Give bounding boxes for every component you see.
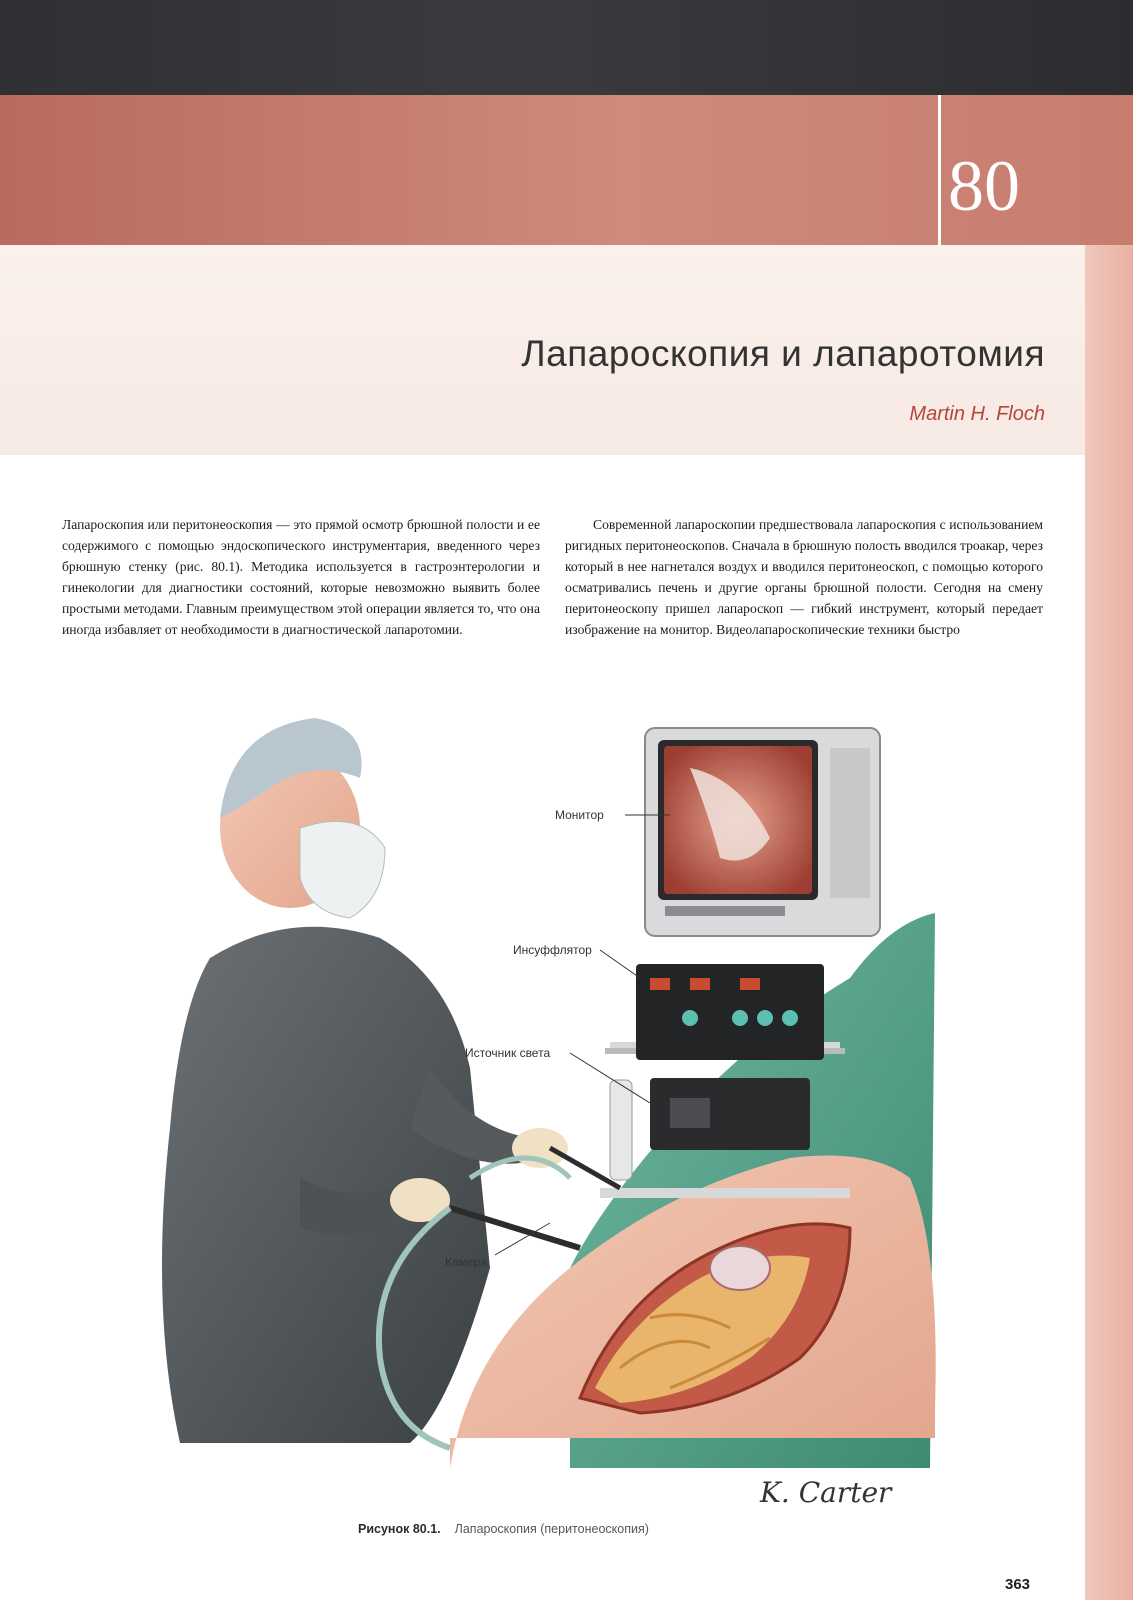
chapter-title: Лапароскопия и лапаротомия xyxy=(521,333,1045,374)
page-number: 363 xyxy=(1005,1576,1031,1593)
label-monitor: Монитор xyxy=(555,808,604,822)
figure-laparoscopy-illustration xyxy=(150,708,955,1468)
gas-canister xyxy=(610,1080,632,1180)
figure-caption xyxy=(358,1522,649,1536)
illustration-svg xyxy=(150,708,955,1468)
label-camera: Камера xyxy=(445,1255,487,1269)
lower-shelf xyxy=(600,1188,850,1198)
caption-text: Лапароскопия (перитонеоскопия) xyxy=(454,1522,649,1536)
chapter-divider xyxy=(938,95,941,245)
chapter-number: 80 xyxy=(948,146,1020,226)
body-paragraph-left: Лапароскопия или перитонеоскопия — это прямой осмотр брюшной полости и ее содержимого с помощью эндоскопического инструментария, введенного через брюшную стенку (рис. 80.1). Методика используется в гастроэнтерологии и гинекологии для диагностики состояний, которые невозможно выявить более простыми методами. Главным преимуществом этой операции является то, что она иногда избавляет от необходимости в диагностической лапаротомии. xyxy=(62,517,540,637)
body-paragraph-right: Современной лапароскопии предшествовала лапароскопия с использованием ригидных перитонеоскопов. Сначала в брюшную полость вводился троакар, через который в нее нагнетался воздух и вводился перитонеоскоп, с помощью которого осматривались печень и другие органы брюшной полости. Сегодня на смену перитонеоскопу пришел лапароскоп — гибкий инструмент, который передает изображение на монитор. Видеолапароскопические техники быстро xyxy=(565,517,1043,637)
label-light-source: Источник света xyxy=(465,1046,551,1060)
organ-lens-view xyxy=(710,1246,770,1290)
label-insufflator: Инсуффлятор xyxy=(513,943,592,957)
artist-signature: K. Carter xyxy=(760,1476,892,1509)
chapter-author: Martin H. Floch xyxy=(909,403,1045,425)
caption-label: Рисунок 80.1. xyxy=(358,1522,441,1536)
top-dark-band xyxy=(0,0,1133,95)
side-color-strip xyxy=(1085,245,1133,1600)
